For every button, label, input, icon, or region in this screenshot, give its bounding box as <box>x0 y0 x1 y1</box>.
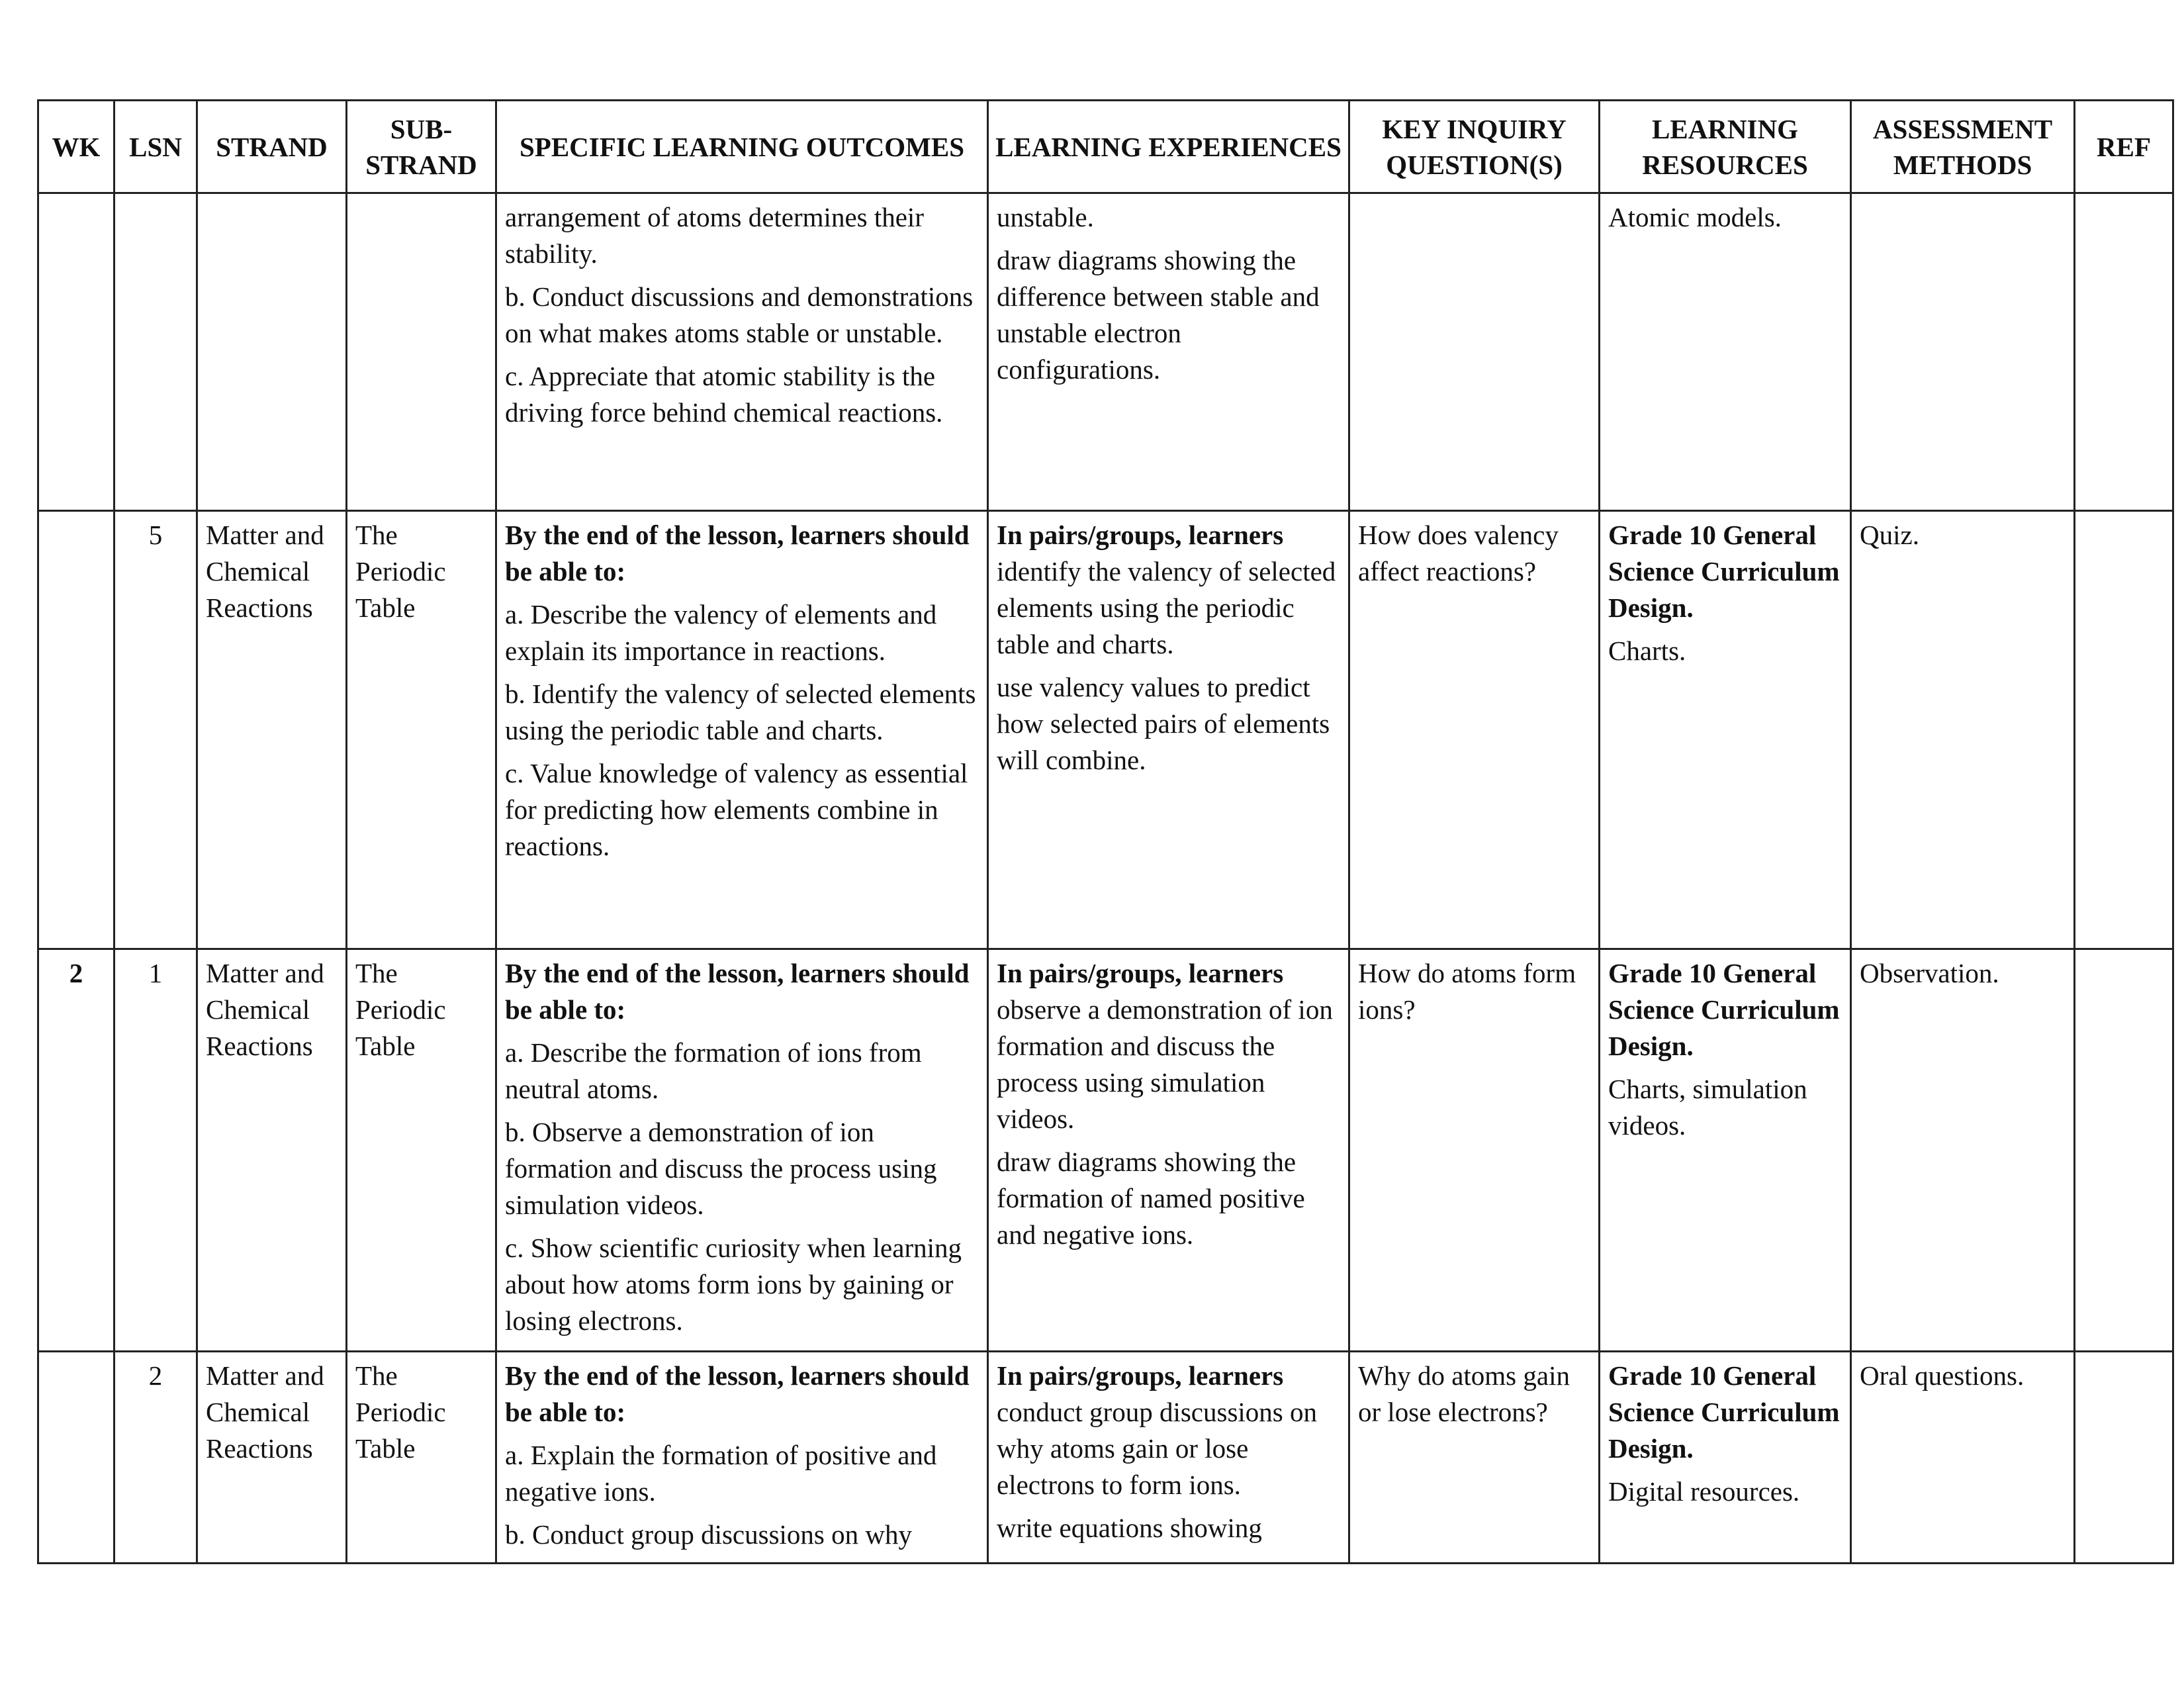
cell-assessment: Observation. <box>1851 949 2075 1352</box>
experience-item: draw diagrams showing the formation of named positive and negative ions. <box>997 1147 1305 1250</box>
cell-ref <box>2075 949 2173 1352</box>
cell-inquiry <box>1349 193 1600 511</box>
experiences-intro: In pairs/groups, learners <box>997 958 1284 988</box>
table-row <box>38 193 2173 511</box>
cell-lsn <box>114 193 197 511</box>
cell-outcomes <box>496 949 988 1352</box>
cell-wk <box>38 511 114 949</box>
scheme-of-work-table <box>37 99 2174 1564</box>
outcome-item: c. Show scientific curiosity when learning about how atoms form ions by gaining or losing electrons. <box>505 1233 962 1336</box>
cell-sub-strand <box>347 193 496 511</box>
header-ref: REF <box>2075 101 2173 193</box>
cell-assessment <box>1851 193 2075 511</box>
cell-sub-strand: The Periodic Table <box>347 1352 496 1564</box>
cell-resources <box>1600 1352 1851 1564</box>
outcome-item: a. Describe the formation of ions from neutral atoms. <box>505 1037 922 1104</box>
outcome-item: a. Explain the formation of positive and negative ions. <box>505 1440 937 1507</box>
cell-wk: 2 <box>38 949 114 1352</box>
outcome-item: c. Value knowledge of valency as essential for predicting how elements combine in reactions. <box>505 758 968 861</box>
cell-experiences <box>988 193 1349 511</box>
header-learning-resources: LEARNING RESOURCES <box>1600 101 1851 193</box>
resources-text: Charts. <box>1608 635 1686 666</box>
cell-strand: Matter and Chemical Reactions <box>197 1352 347 1564</box>
header-sub-strand: SUB-STRAND <box>347 101 496 193</box>
outcomes-intro: By the end of the lesson, learners should be able to: <box>505 958 970 1025</box>
cell-assessment: Quiz. <box>1851 511 2075 949</box>
outcomes-intro: By the end of the lesson, learners should be able to: <box>505 520 970 586</box>
cell-resources <box>1600 511 1851 949</box>
outcomes-intro: By the end of the lesson, learners should be able to: <box>505 1360 970 1427</box>
cell-ref <box>2075 511 2173 949</box>
header-learning-experiences: LEARNING EXPERIENCES <box>988 101 1349 193</box>
cell-wk <box>38 1352 114 1564</box>
outcome-item: b. Identify the valency of selected elements using the periodic table and charts. <box>505 679 976 745</box>
outcome-item: b. Observe a demonstration of ion formation and discuss the process using simulation videos. <box>505 1117 937 1220</box>
header-assessment-methods: ASSESSMENT METHODS <box>1851 101 2075 193</box>
header-key-inquiry-questions: KEY INQUIRY QUESTION(S) <box>1349 101 1600 193</box>
table-row <box>38 949 2173 1352</box>
cell-resources <box>1600 193 1851 511</box>
cell-inquiry: How does valency affect reactions? <box>1349 511 1600 949</box>
cell-strand: Matter and Chemical Reactions <box>197 949 347 1352</box>
cell-strand <box>197 193 347 511</box>
cell-sub-strand: The Periodic Table <box>347 511 496 949</box>
cell-experiences <box>988 511 1349 949</box>
outcome-item: a. Describe the valency of elements and explain its importance in reactions. <box>505 599 937 666</box>
cell-resources <box>1600 949 1851 1352</box>
cell-ref <box>2075 1352 2173 1564</box>
resources-title: Grade 10 General Science Curriculum Design. <box>1608 1360 1840 1464</box>
outcome-item: c. Appreciate that atomic stability is the driving force behind chemical reactions. <box>505 361 943 428</box>
experience-item: write equations showing <box>997 1513 1262 1543</box>
experiences-intro: In pairs/groups, learners <box>997 520 1284 550</box>
cell-outcomes <box>496 1352 988 1564</box>
cell-experiences <box>988 1352 1349 1564</box>
cell-assessment: Oral questions. <box>1851 1352 2075 1564</box>
cell-lsn: 5 <box>114 511 197 949</box>
experiences-intro: In pairs/groups, learners <box>997 1360 1284 1391</box>
resources-text: Digital resources. <box>1608 1476 1800 1507</box>
outcome-item: b. Conduct group discussions on why <box>505 1519 912 1550</box>
cell-inquiry: How do atoms form ions? <box>1349 949 1600 1352</box>
header-wk: WK <box>38 101 114 193</box>
header-lsn: LSN <box>114 101 197 193</box>
experience-item: observe a demonstration of ion formation and discuss the process using simulation videos. <box>997 994 1333 1134</box>
resources-text: Charts, simulation videos. <box>1608 1074 1807 1141</box>
resources-title: Grade 10 General Science Curriculum Design. <box>1608 958 1840 1061</box>
resources-title: Grade 10 General Science Curriculum Design. <box>1608 520 1840 623</box>
experience-item: unstable. <box>997 202 1094 232</box>
header-specific-learning-outcomes: SPECIFIC LEARNING OUTCOMES <box>496 101 988 193</box>
outcome-item: arrangement of atoms determines their stability. <box>505 202 924 269</box>
experience-item: use valency values to predict how selected pairs of elements will combine. <box>997 672 1330 775</box>
cell-outcomes <box>496 511 988 949</box>
cell-lsn: 1 <box>114 949 197 1352</box>
resources-text: Atomic models. <box>1608 202 1782 232</box>
cell-inquiry: Why do atoms gain or lose electrons? <box>1349 1352 1600 1564</box>
experience-item: identify the valency of selected elements using the periodic table and charts. <box>997 556 1336 659</box>
cell-outcomes <box>496 193 988 511</box>
cell-experiences <box>988 949 1349 1352</box>
header-row <box>38 101 2173 193</box>
experience-item: conduct group discussions on why atoms gain or lose electrons to form ions. <box>997 1397 1317 1500</box>
cell-sub-strand: The Periodic Table <box>347 949 496 1352</box>
cell-wk <box>38 193 114 511</box>
cell-lsn: 2 <box>114 1352 197 1564</box>
cell-ref <box>2075 193 2173 511</box>
table-row <box>38 511 2173 949</box>
table-row <box>38 1352 2173 1564</box>
experience-item: draw diagrams showing the difference between stable and unstable electron configurations. <box>997 245 1320 385</box>
cell-strand: Matter and Chemical Reactions <box>197 511 347 949</box>
header-strand: STRAND <box>197 101 347 193</box>
outcome-item: b. Conduct discussions and demonstrations on what makes atoms stable or unstable. <box>505 281 974 348</box>
